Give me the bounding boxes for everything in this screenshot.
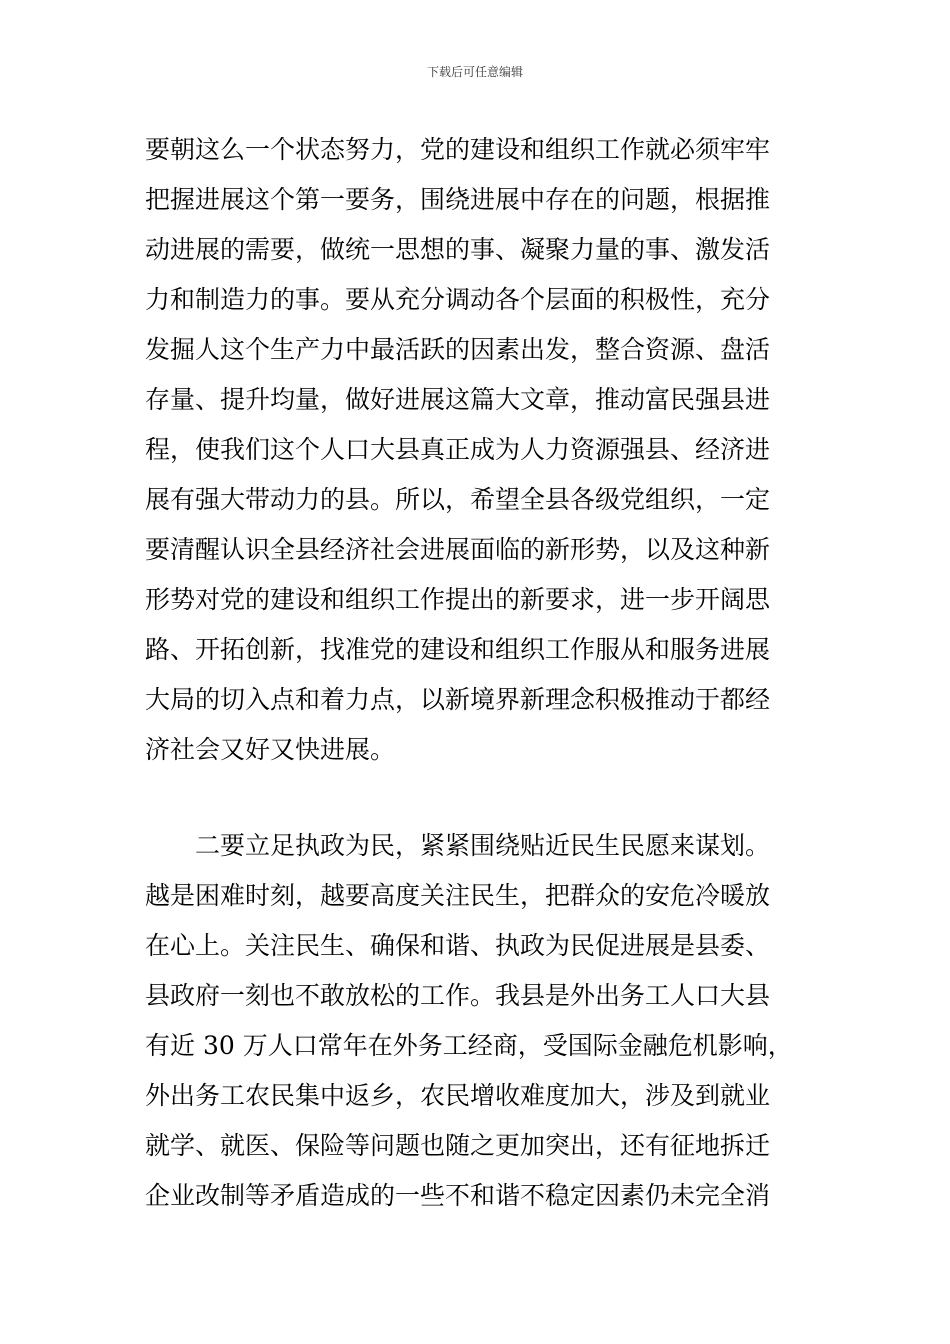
text-line: 形势对党的建设和组织工作提出的新要求，进一步开阔思 [145, 585, 771, 614]
text-line: 存量、提升均量，做好进展这篇大文章，推动富民强县进 [145, 385, 771, 414]
text-line: 要清醒认识全县经济社会进展面临的新形势，以及这种新 [145, 535, 771, 564]
text-line: 把握进展这个第一要务，围绕进展中存在的问题，根据推 [145, 185, 771, 214]
text-line: 济社会又好又快进展。 [145, 735, 396, 764]
text-line: 在心上。关注民生、确保和谐、执政为民促进展是县委、 [145, 931, 771, 960]
page-header: 下载后可任意编辑 [426, 65, 523, 79]
text-line: 县政府一刻也不敢放松的工作。我县是外出务工人口大县 [145, 981, 771, 1010]
text-line: 力和制造力的事。要从充分调动各个层面的积极性，充分 [145, 285, 771, 314]
text-line: 就学、就医、保险等问题也随之更加突出，还有征地拆迁 [145, 1131, 771, 1160]
text-line: 发掘人这个生产力中最活跃的因素出发，整合资源、盘活 [145, 335, 771, 364]
text-line: 企业改制等矛盾造成的一些不和谐不稳定因素仍未完全消 [145, 1181, 771, 1210]
text-line: 要朝这么一个状态努力，党的建设和组织工作就必须牢牢 [145, 135, 771, 164]
text-line: 程，使我们这个人口大县真正成为人力资源强县、经济进 [145, 435, 771, 464]
text-line: 路、开拓创新，找准党的建设和组织工作服从和服务进展 [145, 635, 771, 664]
text-line: 大局的切入点和着力点，以新境界新理念积极推动于都经 [145, 685, 771, 714]
text-line: 外出务工农民集中返乡，农民增收难度加大，涉及到就业 [145, 1081, 771, 1110]
paragraph-1 [145, 125, 810, 775]
text-line: 展有强大带动力的县。所以，希望全县各级党组织，一定 [145, 485, 771, 514]
text-line: 动进展的需要，做统一思想的事、凝聚力量的事、激发活 [145, 235, 771, 264]
paragraph-2 [145, 821, 810, 1221]
text-line: 越是困难时刻，越要高度关注民生，把群众的安危冷暖放 [145, 881, 771, 910]
text-line: 二要立足执政为民，紧紧围绕贴近民生民愿来谋划。 [145, 831, 771, 860]
text-line: 有近 30 万人口常年在外务工经商，受国际金融危机影响， [145, 1031, 793, 1060]
